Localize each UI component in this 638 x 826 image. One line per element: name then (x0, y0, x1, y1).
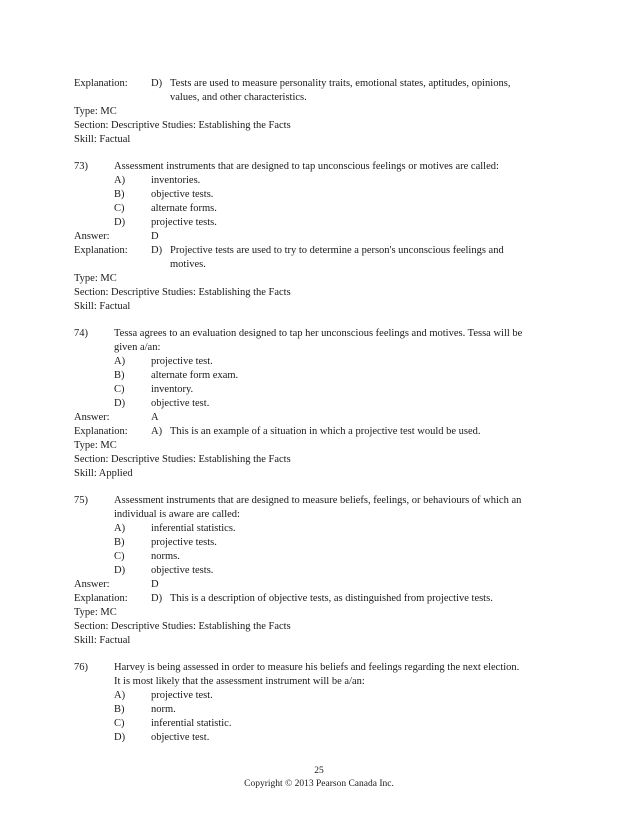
section-line: Section: Descriptive Studies: Establishing the Facts (74, 287, 291, 298)
question-stem: Harvey is being assessed in order to measure his beliefs and feelings regarding the next election. (114, 662, 520, 673)
explanation-text: Tests are used to measure personality traits, emotional states, aptitudes, opinions, (170, 78, 511, 89)
option-text: projective test. (151, 690, 213, 701)
explanation-text: Projective tests are used to try to determine a person's unconscious feelings and (170, 245, 504, 256)
option-letter: D) (114, 398, 126, 409)
option-letter: B) (114, 189, 125, 200)
answer-value: D (151, 231, 159, 242)
question-number: 75) (74, 495, 88, 506)
option-letter: A) (114, 175, 126, 186)
section-line: Section: Descriptive Studies: Establishing the Facts (74, 621, 291, 632)
option-text: objective test. (151, 398, 210, 409)
explanation-text: values, and other characteristics. (170, 92, 307, 103)
question-stem: individual is aware are called: (114, 509, 240, 520)
skill-line: Skill: Factual (74, 635, 131, 646)
option-text: objective test. (151, 732, 210, 743)
answer-label: Answer: (74, 579, 110, 590)
option-text: inventories. (151, 175, 201, 186)
option-letter: C) (114, 718, 125, 729)
type-line: Type: MC (74, 440, 117, 451)
explanation-text: This is an example of a situation in which a projective test would be used. (170, 426, 481, 437)
section-line: Section: Descriptive Studies: Establishing the Facts (74, 120, 291, 131)
option-letter: D) (114, 565, 126, 576)
explanation-letter: D) (151, 78, 163, 89)
type-line: Type: MC (74, 607, 117, 618)
option-text: projective test. (151, 356, 213, 367)
page-number: 25 (314, 766, 324, 776)
option-letter: B) (114, 537, 125, 548)
option-text: inventory. (151, 384, 194, 395)
explanation-label: Explanation: (74, 593, 128, 604)
answer-label: Answer: (74, 231, 110, 242)
option-text: norms. (151, 551, 180, 562)
explanation-letter: D) (151, 245, 163, 256)
option-letter: D) (114, 217, 126, 228)
skill-line: Skill: Applied (74, 468, 133, 479)
option-text: objective tests. (151, 565, 214, 576)
explanation-letter: D) (151, 593, 163, 604)
option-letter: A) (114, 690, 126, 701)
explanation-label: Explanation: (74, 426, 128, 437)
explanation-text: This is a description of objective tests, as distinguished from projective tests. (170, 593, 493, 604)
option-letter: C) (114, 551, 125, 562)
answer-value: D (151, 579, 159, 590)
option-text: inferential statistics. (151, 523, 236, 534)
skill-line: Skill: Factual (74, 301, 131, 312)
option-text: alternate form exam. (151, 370, 239, 381)
option-letter: B) (114, 704, 125, 715)
option-text: norm. (151, 704, 176, 715)
question-stem: Tessa agrees to an evaluation designed to tap her unconscious feelings and motives. Tessa will be (114, 328, 523, 339)
option-letter: C) (114, 384, 125, 395)
question-stem: It is most likely that the assessment instrument will be a/an: (114, 676, 365, 687)
option-letter: C) (114, 203, 125, 214)
explanation-label: Explanation: (74, 245, 128, 256)
question-number: 74) (74, 328, 88, 339)
question-stem: given a/an: (114, 342, 161, 353)
option-text: alternate forms. (151, 203, 217, 214)
copyright-notice: Copyright © 2013 Pearson Canada Inc. (244, 779, 394, 789)
explanation-label: Explanation: (74, 78, 128, 89)
answer-label: Answer: (74, 412, 110, 423)
option-text: inferential statistic. (151, 718, 232, 729)
skill-line: Skill: Factual (74, 134, 131, 145)
option-text: objective tests. (151, 189, 214, 200)
question-number: 76) (74, 662, 88, 673)
question-stem: Assessment instruments that are designed to tap unconscious feelings or motives are called: (114, 161, 499, 172)
explanation-letter: A) (151, 426, 163, 437)
section-line: Section: Descriptive Studies: Establishing the Facts (74, 454, 291, 465)
option-text: projective tests. (151, 537, 217, 548)
option-letter: A) (114, 356, 126, 367)
type-line: Type: MC (74, 273, 117, 284)
type-line: Type: MC (74, 106, 117, 117)
option-text: projective tests. (151, 217, 217, 228)
option-letter: D) (114, 732, 126, 743)
explanation-text: motives. (170, 259, 206, 270)
option-letter: A) (114, 523, 126, 534)
question-number: 73) (74, 161, 88, 172)
answer-value: A (151, 412, 159, 423)
option-letter: B) (114, 370, 125, 381)
question-stem: Assessment instruments that are designed to measure beliefs, feelings, or behaviours of which an (114, 495, 522, 506)
